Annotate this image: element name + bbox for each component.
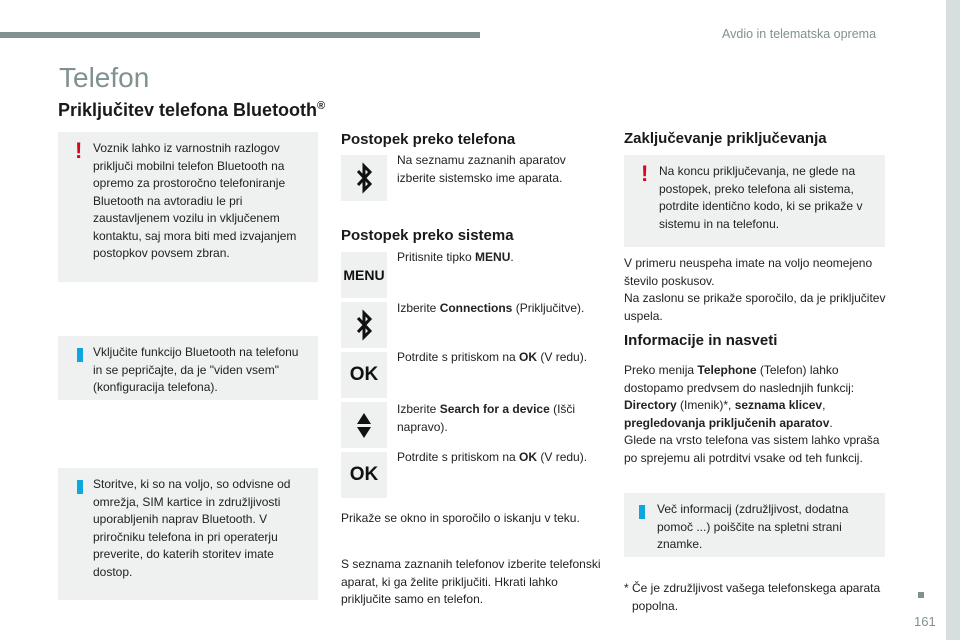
step-text: (Priključitve). [512,301,585,315]
heading-tips: Informacije in nasveti [624,332,778,349]
info-icon [77,348,83,362]
step-text: Potrdite s pritiskom na [397,350,520,364]
bluetooth-icon [341,302,387,348]
system-step-5 [397,449,597,467]
system-step-1 [397,249,597,267]
function-name: pregledovanja priključenih aparatov [624,415,830,430]
system-step-2 [397,300,597,318]
side-strip [946,0,960,640]
info-text: Več informacij (združljivost, dodatna pomoč ...) poiščite na spletni strani znamke. [657,502,849,551]
success-text: Na zaslonu se prikaže sporočilo, da je priključitev uspela. [624,291,886,323]
ok-key-label: OK [349,464,379,485]
step-key: OK [519,350,538,364]
info-text: Storitve, ki so na voljo, so odvisne od omrežja, SIM kartice in združljivosti uporabljenih naprav Bluetooth. V priročniku telefona in pri operaterju preverite, do katerih storitev imate dostop. [93,477,291,579]
system-step-4 [397,401,597,436]
ok-key [341,352,387,398]
step-text: . [510,250,514,264]
heading-phone-procedure: Postopek preko telefona [341,131,516,148]
step-text: (V redu). [537,450,588,464]
end-marker [918,592,924,598]
step-text: (V redu). [537,350,588,364]
step-text: Pritisnite tipko [397,250,476,264]
exclamation-icon: ! [75,138,83,163]
info-icon [77,480,83,494]
step-text: Potrdite s pritiskom na [397,450,520,464]
warning-text: Na koncu priključevanja, ne glede na postopek, preko telefona ali sistema, potrdite identično kodo, ki se prikaže v sistemu in na telefonu. [659,164,863,231]
retry-text: V primeru neuspeha imate na voljo neomejeno število poskusov. [624,256,873,288]
section-title [58,100,325,121]
step-text: (Išči napravo). [397,402,576,434]
bluetooth-icon [341,155,387,201]
up-down-arrows-icon [341,402,387,448]
phone-step-text: Na seznamu zaznanih aparatov izberite sistemsko ime aparata. [397,153,566,185]
function-name: Directory [624,398,677,412]
tips-functions-text [624,362,889,467]
warning-box-safety [58,132,318,282]
section-title-text: Priključitev telefona Bluetooth [58,100,318,120]
text: . [829,415,833,430]
arrow-down-icon [357,427,371,438]
system-step-3 [397,349,597,367]
chapter-title: Avdio in telematska oprema [722,27,877,41]
text: (Imenik)*, [676,398,735,412]
page-number: 161 [914,614,936,629]
info-box-visibility [58,336,318,400]
info-box-more-info [624,493,885,557]
arrow-up-icon [357,413,371,424]
info-text: Vključite funkcijo Bluetooth na telefonu in se pepričajte, da je "viden vsem" (konfiguracija telefona). [93,345,299,394]
step-text: Izberite [397,402,440,416]
page-title: Telefon [59,62,150,93]
registered-mark: ® [317,100,326,112]
warning-box-code [624,155,885,247]
text: , [822,398,826,412]
text: Preko menija [624,363,698,377]
function-name: seznama klicev [734,398,823,412]
menu-name: Telephone [697,363,757,377]
heading-completion: Zaključevanje priključevanja [624,130,827,147]
step-key: Search for a device [439,402,550,416]
menu-key-label: MENU [343,267,385,283]
menu-key [341,252,387,298]
step-text: Izberite [397,301,440,315]
text: Glede na vrsto telefona vas sistem lahko vpraša po sprejemu ali potrditvi vsake od teh funkcij. [624,433,880,465]
ok-key-label: OK [349,364,379,385]
step-key: Connections [439,301,513,315]
footnote: * Če je združljivost vašega telefonskega aparata popolna. [624,581,881,613]
step-key: OK [519,450,538,464]
search-message-text: Prikaže se okno in sporočilo o iskanju v teku. [341,511,580,525]
ok-key [341,452,387,498]
info-box-services [58,468,318,600]
exclamation-icon: ! [641,161,649,186]
info-icon [639,505,645,519]
step-key: MENU [475,250,511,264]
header-rule [0,32,480,38]
warning-text: Voznik lahko iz varnostnih razlogov priključi mobilni telefon Bluetooth na opremo za prostoročno telefoniranje Bluetooth na avtoradiu le pri zaustavljenem vozilu in vključenem kontaktu, saj mora biti med izvajanjem postopkov povsem zbran. [93,141,297,260]
select-phone-text: S seznama zaznanih telefonov izberite telefonski aparat, ki ga želite priključiti. Hkrati lahko priključite samo en telefon. [341,557,601,606]
text: (Telefon) lahko dostopamo predvsem do naslednjih funkcij: [624,363,855,395]
heading-system-procedure: Postopek preko sistema [341,227,514,244]
